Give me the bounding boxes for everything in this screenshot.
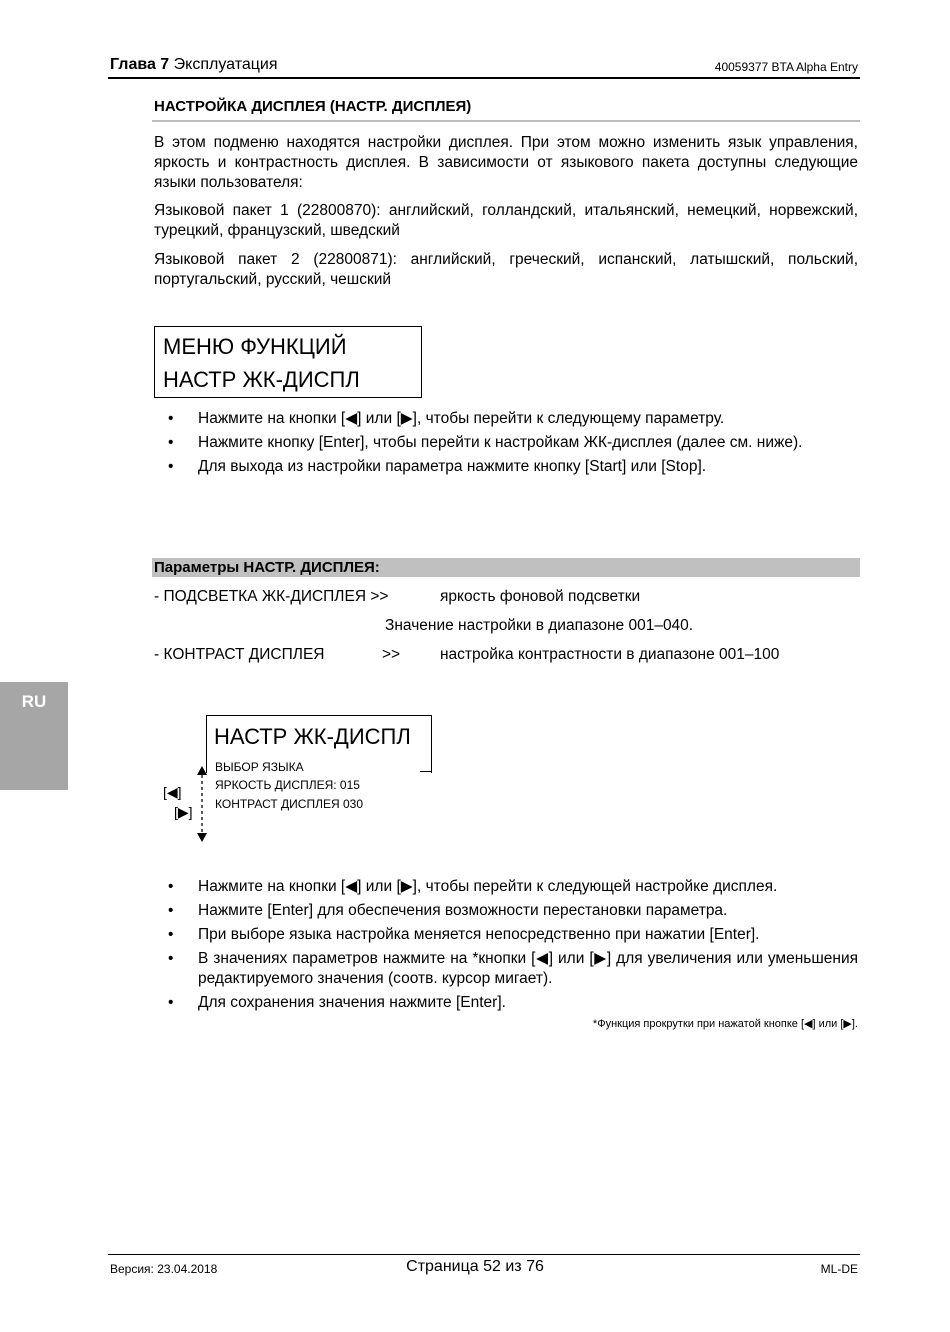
language-pack-1: Языковой пакет 1 (22800870): английский, голландский, итальянский, немецкий, норвежский, турецкий, французский, шведский	[154, 202, 858, 239]
lcd-settings-item: КОНТРАСТ ДИСПЛЕЯ 030	[215, 797, 364, 811]
param-backlight-desc: яркость фоновой подсветки	[440, 588, 641, 605]
lcd-frame-corner	[420, 771, 431, 772]
list-item: • В значениях параметров нажмите на *кнопки [◀] или [▶] для увеличения или уменьшения редактируемого значения (соотв. курсор мигает).	[168, 950, 858, 987]
key-right-label: [▶]	[174, 804, 193, 820]
list-item: • Для выхода из настройки параметра нажмите кнопку [Start] или [Stop].	[168, 458, 707, 475]
chapter-number: Глава 7	[110, 56, 170, 73]
chapter-title: Эксплуатация	[173, 56, 278, 73]
list-item: • Для сохранения значения нажмите [Enter].	[168, 994, 506, 1011]
lcd-line-2: НАСТР ЖК-ДИСПЛ	[163, 367, 360, 392]
section-title: НАСТРОЙКА ДИСПЛЕЯ (НАСТР. ДИСПЛЕЯ)	[154, 98, 472, 115]
param-backlight-name: - ПОДСВЕТКА ЖК-ДИСПЛЕЯ >>	[154, 588, 389, 605]
footnote: *Функция прокрутки при нажатой кнопке [◀] или [▶].	[592, 1018, 858, 1030]
list-item: • При выборе языка настройка меняется непосредственно при нажатии [Enter].	[168, 926, 760, 943]
list-item: • Нажмите на кнопки [◀] или [▶], чтобы перейти к следующей настройке дисплея.	[168, 878, 778, 895]
list-item: • Нажмите на кнопки [◀] или [▶], чтобы перейти к следующему параметру.	[168, 410, 725, 427]
lcd-settings-title: НАСТР ЖК-ДИСПЛ	[214, 724, 411, 749]
lcd-display-function-menu	[154, 326, 422, 398]
instruction-list-1	[168, 409, 858, 481]
footer-page-number: Страница 52 из 76	[406, 1258, 544, 1275]
header-divider	[108, 77, 860, 79]
section-title-underline	[152, 120, 860, 122]
param-contrast-arrow: >>	[382, 646, 401, 663]
instruction-list-2	[168, 877, 858, 1017]
lcd-settings-item: ВЫБОР ЯЗЫКА	[215, 760, 304, 774]
scroll-up-down-arrow-icon	[194, 766, 210, 844]
param-contrast-desc: настройка контрастности в диапазоне 001–100	[440, 646, 780, 663]
footer-divider	[108, 1254, 860, 1255]
document-id: 40059377 BTA Alpha Entry	[714, 60, 858, 74]
footer-language-code: ML-DE	[820, 1262, 858, 1276]
param-backlight-range: Значение настройки в диапазоне 001–040.	[385, 617, 694, 634]
list-item: • Нажмите [Enter] для обеспечения возможности перестановки параметра.	[168, 902, 728, 919]
param-contrast-name: - КОНТРАСТ ДИСПЛЕЯ	[154, 646, 325, 663]
lcd-line-1: МЕНЮ ФУНКЦИЙ	[163, 334, 347, 359]
chapter-header	[110, 56, 278, 74]
intro-paragraph: В этом подменю находятся настройки дисплея. При этом можно изменить язык управления, яркость и контрастность дисплея. В зависимости от языкового пакета доступны следующие языки пользователя:	[154, 134, 858, 191]
lcd-settings-item: ЯРКОСТЬ ДИСПЛЕЯ: 015	[215, 778, 360, 792]
language-pack-2: Языковой пакет 2 (22800871): английский, греческий, испанский, латышский, польский, португальский, русский, чешский	[154, 251, 858, 288]
parameters-title: Параметры НАСТР. ДИСПЛЕЯ:	[154, 559, 380, 576]
list-item: • Нажмите кнопку [Enter], чтобы перейти к настройкам ЖК-дисплея (далее см. ниже).	[168, 434, 803, 451]
key-left-label: [◀]	[163, 784, 182, 800]
footer-version: Версия: 23.04.2018	[110, 1262, 218, 1276]
language-side-tab-label: RU	[21, 692, 47, 711]
